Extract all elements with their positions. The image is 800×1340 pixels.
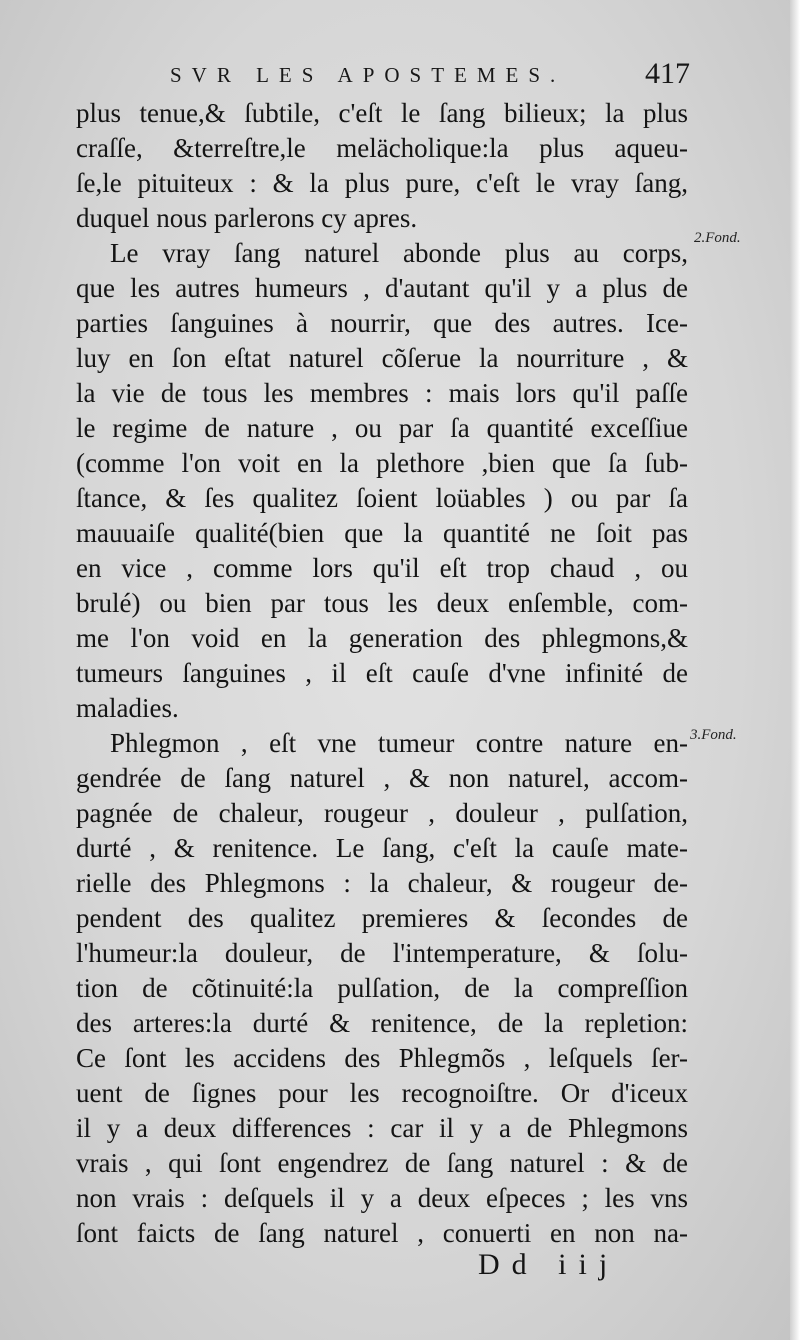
text-line: maladies. [76,693,179,723]
text-line: (comme l'on voit en la plethore ,bien que ſa ſub- [76,448,688,478]
text-line: me l'on void en la generation des phlegmons,& [76,623,688,653]
body-text [76,96,688,1251]
page-number: 417 [645,57,690,90]
text-line: non vrais : deſquels il y a deux eſpeces ; les vns [76,1183,688,1213]
text-line: le regime de nature , ou par ſa quantité exceſſiue [76,413,688,443]
text-line: que les autres humeurs , d'autant qu'il y a plus de [76,273,688,303]
text-line: Phlegmon , eſt vne tumeur contre nature en- [110,728,688,758]
text-line: tumeurs ſanguines , il eſt cauſe d'vne infinité de [76,658,688,688]
text-line: tion de cõtinuité:la pulſation, de la compreſſion [76,973,688,1003]
text-line: il y a deux differences : car il y a de Phlegmons [76,1113,688,1143]
text-line: vrais , qui ſont engendrez de ſang naturel : & de [76,1148,688,1178]
text-line: ſont faicts de ſang naturel , conuerti en non na- [76,1218,688,1248]
text-line: la vie de tous les membres : mais lors qu'il paſſe [76,378,688,408]
margin-note: 3.Fond. [690,727,737,743]
text-line: luy en ſon eſtat naturel cõſerue la nourriture , & [76,343,688,373]
text-line: mauuaiſe qualité(bien que la quantité ne ſoit pas [76,518,688,548]
text-line: des arteres:la durté & renitence, de la repletion: [76,1008,688,1038]
text-line: l'humeur:la douleur, de l'intemperature, & ſolu- [76,938,688,968]
text-line: pagnée de chaleur, rougeur , douleur , pulſation, [76,798,688,828]
text-line: uent de ſignes pour les recognoiſtre. Or d'iceux [76,1078,688,1108]
running-head: SVR LES APOSTEMES. [170,63,566,87]
text-line: brulé) ou bien par tous les deux enſemble, com- [76,588,688,618]
text-line: ſe,le pituiteux : & la plus pure, c'eſt le vray ſang, [76,168,688,198]
text-line: plus tenue,& ſubtile, c'eſt le ſang bilieux; la plus [76,98,688,128]
text-line: gendrée de ſang naturel , & non naturel, accom- [76,763,688,793]
text-line: duquel nous parlerons cy apres. [76,203,418,233]
text-line: Ce ſont les accidens des Phlegmõs , leſquels ſer- [76,1043,688,1073]
signature-mark: Dd iij [478,1248,620,1281]
text-line: pendent des qualitez premieres & ſecondes de [76,903,688,933]
text-line: en vice , comme lors qu'il eſt trop chaud , ou [76,553,688,583]
margin-note: 2.Fond. [694,230,741,246]
text-line: durté , & renitence. Le ſang, c'eſt la cauſe mate- [76,833,688,863]
text-line: craſſe, &terreſtre,le melächolique:la plus aqueu- [76,133,688,163]
text-line: parties ſanguines à nourrir, que des autres. Ice- [76,308,688,338]
text-line: ſtance, & ſes qualitez ſoient loüables ) ou par ſa [76,483,688,513]
text-line: rielle des Phlegmons : la chaleur, & rougeur de- [76,868,688,898]
page-header [150,55,690,95]
text-line: Le vray ſang naturel abonde plus au corps, [110,238,688,268]
